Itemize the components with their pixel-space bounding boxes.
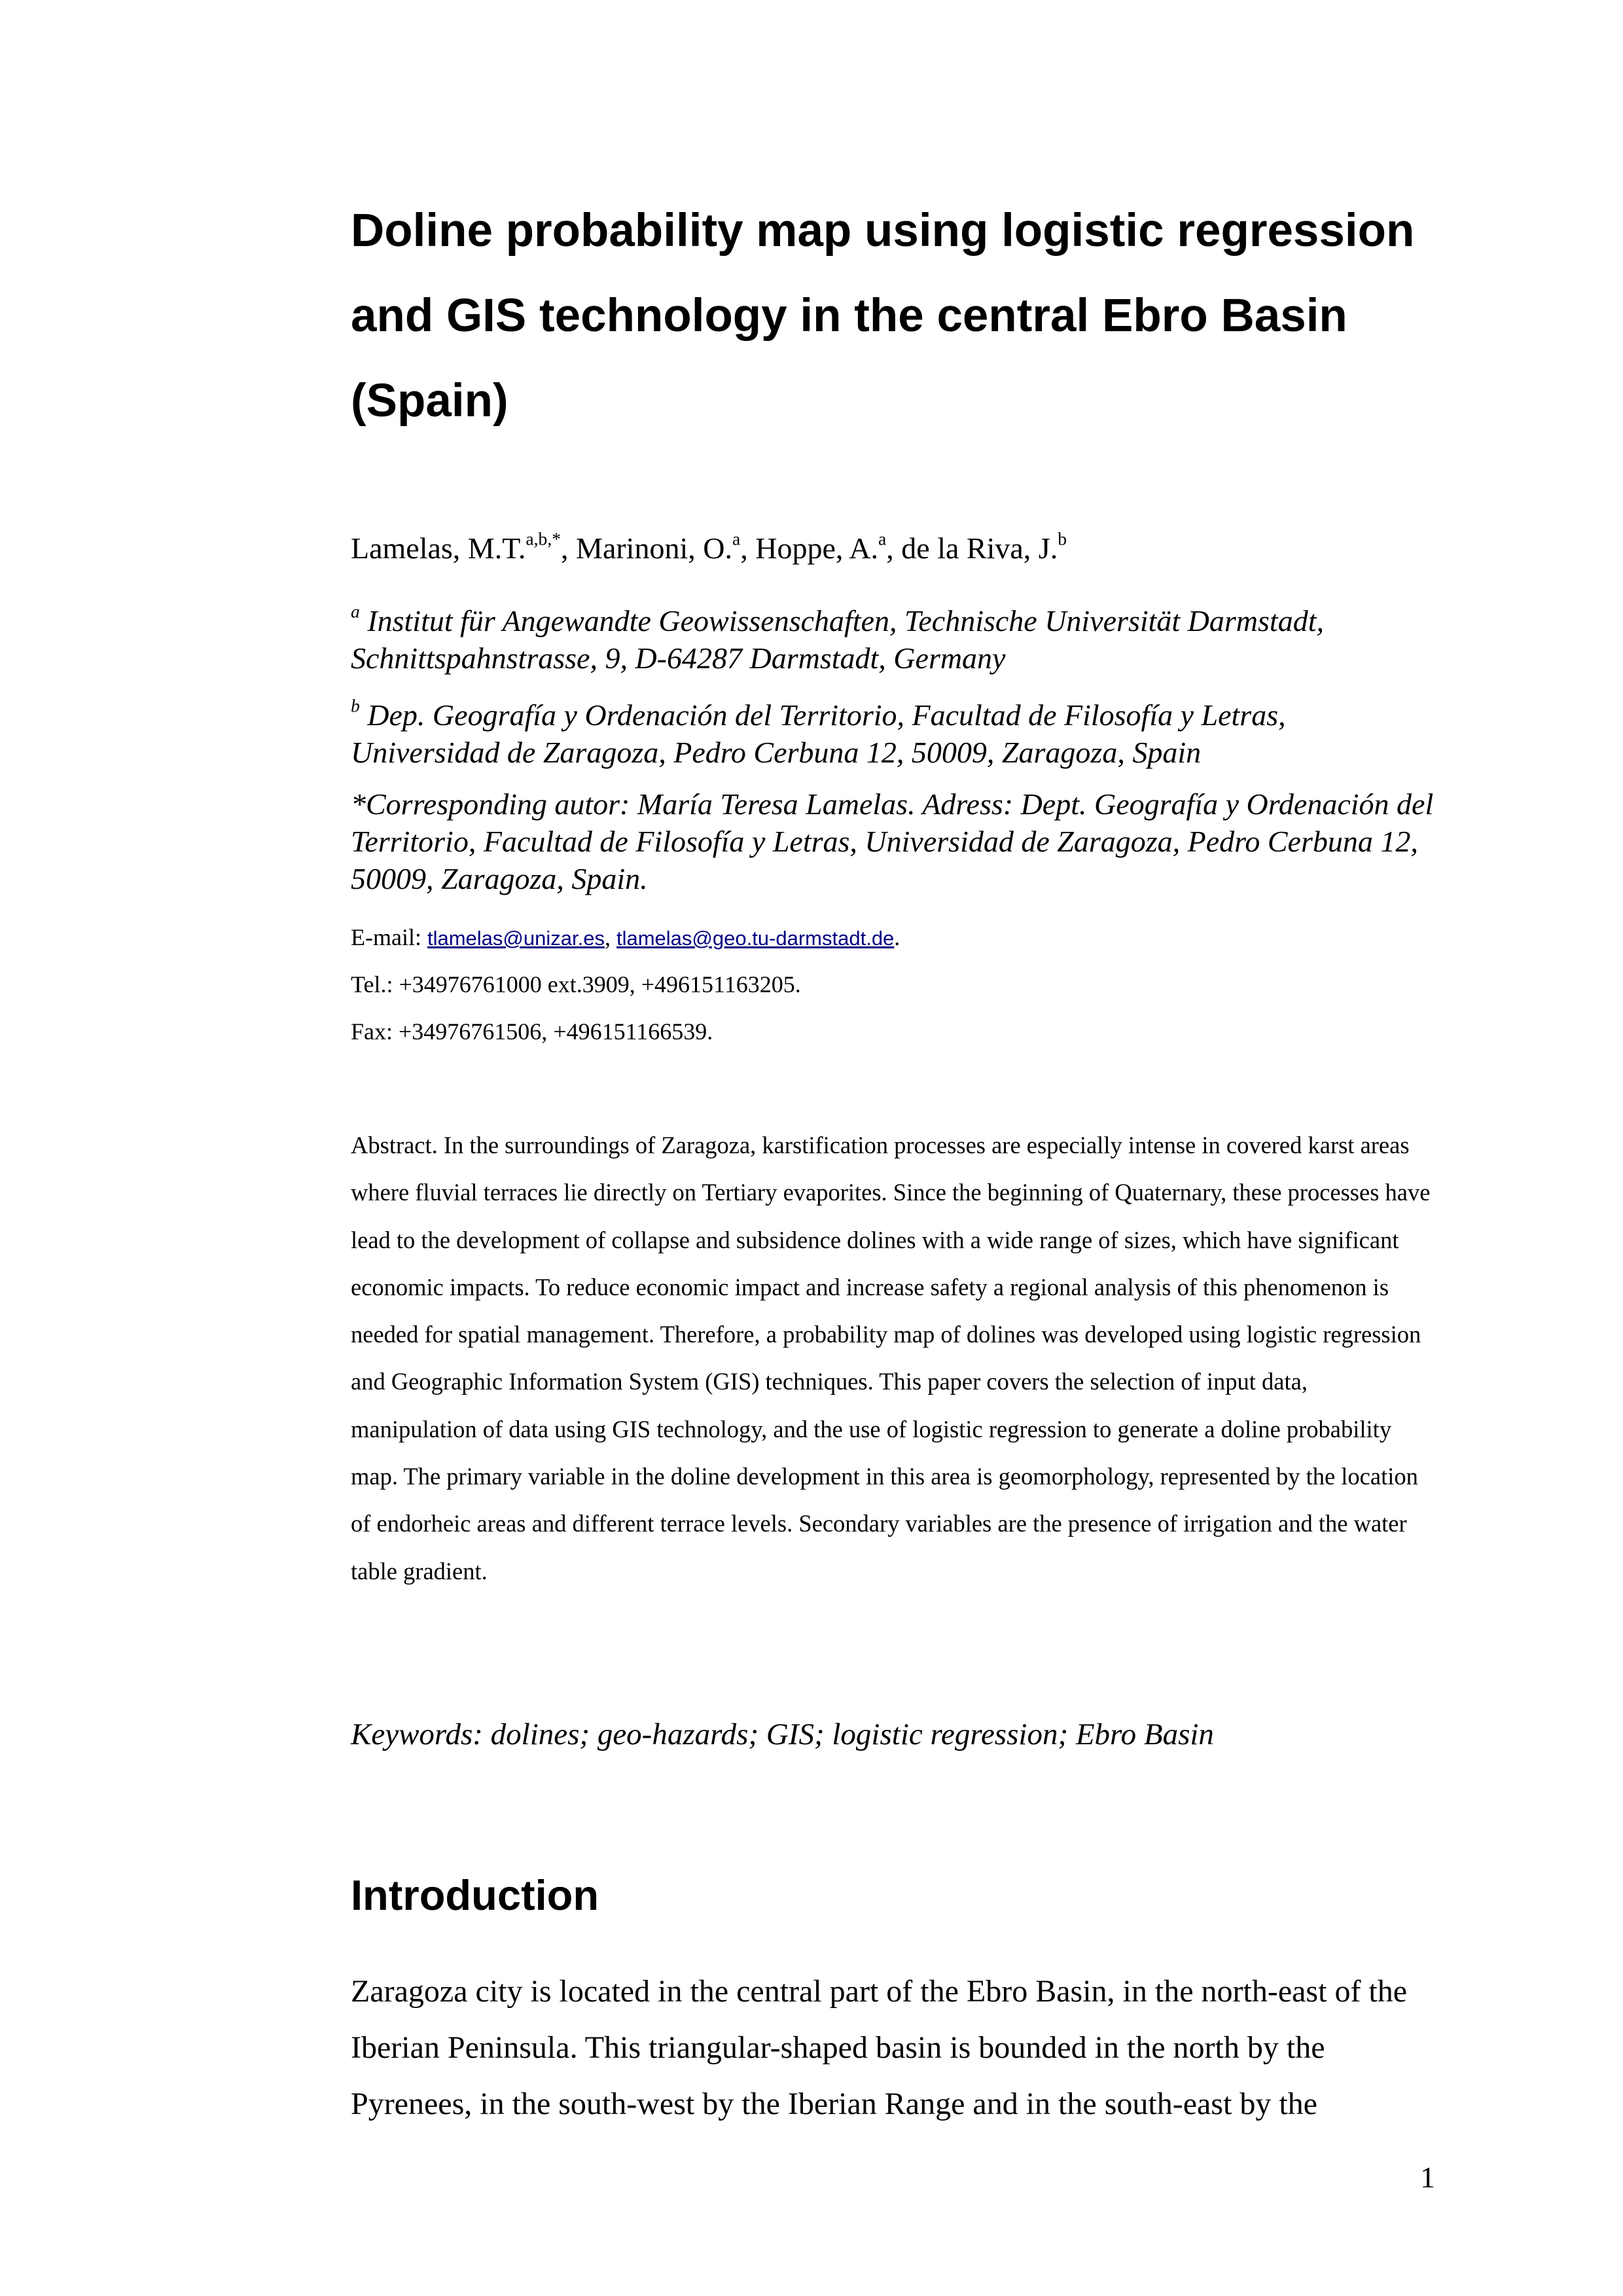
author-affiliation-mark: a,b,* xyxy=(526,528,562,549)
separator: , xyxy=(604,924,616,950)
page-number: 1 xyxy=(1420,2161,1435,2194)
telephone-line: Tel.: +34976761000 ext.3909, +496151163205. xyxy=(351,971,801,997)
affiliation-b xyxy=(351,696,1437,771)
corresponding-author: *Corresponding autor: María Teresa Lamelas. Adress: Dept. Geografía y Ordenación del Territorio, Facultad de Filosofía y Letras, Universidad de Zaragoza, Pedro Cerbuna 12, 50009, Zaragoza, Spain. xyxy=(351,787,1434,895)
author: , Hoppe, A. xyxy=(740,531,879,565)
abstract: Abstract. In the surroundings of Zaragoza, karstification processes are especially intense in covered karst areas where fluvial terraces lie directly on Tertiary evaporites. Since the beginning of Quaternary, these processes have lead to the development of collapse and subsidence dolines with a wide range of sizes, which have significant economic impacts. To reduce economic impact and increase safety a regional analysis of this phenomenon is needed for spatial management. Therefore, a probability map of dolines was developed using logistic regression and Geographic Information System (GIS) techniques. This paper covers the selection of input data, manipulation of data using GIS technology, and the use of logistic regression to generate a doline probability map. The primary variable in the doline development in this area is geomorphology, represented by the location of endorheic areas and different terrace levels. Secondary variables are the presence of irrigation and the water table gradient. xyxy=(351,1132,1431,1585)
introduction-paragraph: Zaragoza city is located in the central part of the Ebro Basin, in the north-east of the Iberian Peninsula. This triangular-shaped basin is bounded in the north by the Pyrenees, in the south-west by the Iberian Range and in the south-east by the xyxy=(351,1974,1408,2121)
affiliation-a xyxy=(351,602,1437,677)
author: , de la Riva, J. xyxy=(886,531,1058,565)
author-affiliation-mark: b xyxy=(1058,528,1067,549)
fax-line: Fax: +34976761506, +496151166539. xyxy=(351,1018,713,1045)
author: Lamelas, M.T. xyxy=(351,531,526,565)
period: . xyxy=(894,924,901,950)
email-link-darmstadt[interactable]: tlamelas@geo.tu-darmstadt.de xyxy=(616,927,895,950)
author-list xyxy=(351,529,1437,568)
author: , Marinoni, O. xyxy=(561,531,732,565)
affiliation-text: Institut für Angewandte Geowissenschaften, Technische Universität Darmstadt, Schnittspahnstrasse, 9, D-64287 Darmstadt, Germany xyxy=(351,604,1324,675)
affiliation-text: Dep. Geografía y Ordenación del Territorio, Facultad de Filosofía y Letras, Universidad de Zaragoza, Pedro Cerbuna 12, 50009, Zaragoza, Spain xyxy=(351,698,1286,769)
email-line xyxy=(351,924,1437,952)
paper-title: Doline probability map using logistic regression and GIS technology in the central Ebro Basin (Spain) xyxy=(351,205,1415,427)
introduction-heading: Introduction xyxy=(351,1871,599,1919)
author-affiliation-mark: a xyxy=(732,528,741,549)
affiliation-mark: a xyxy=(351,601,360,622)
email-link-unizar[interactable]: tlamelas@unizar.es xyxy=(427,927,605,950)
author-affiliation-mark: a xyxy=(878,528,887,549)
email-label: E-mail: xyxy=(351,924,427,950)
affiliation-mark: b xyxy=(351,695,360,716)
keywords: Keywords: dolines; geo-hazards; GIS; logistic regression; Ebro Basin xyxy=(351,1717,1214,1751)
